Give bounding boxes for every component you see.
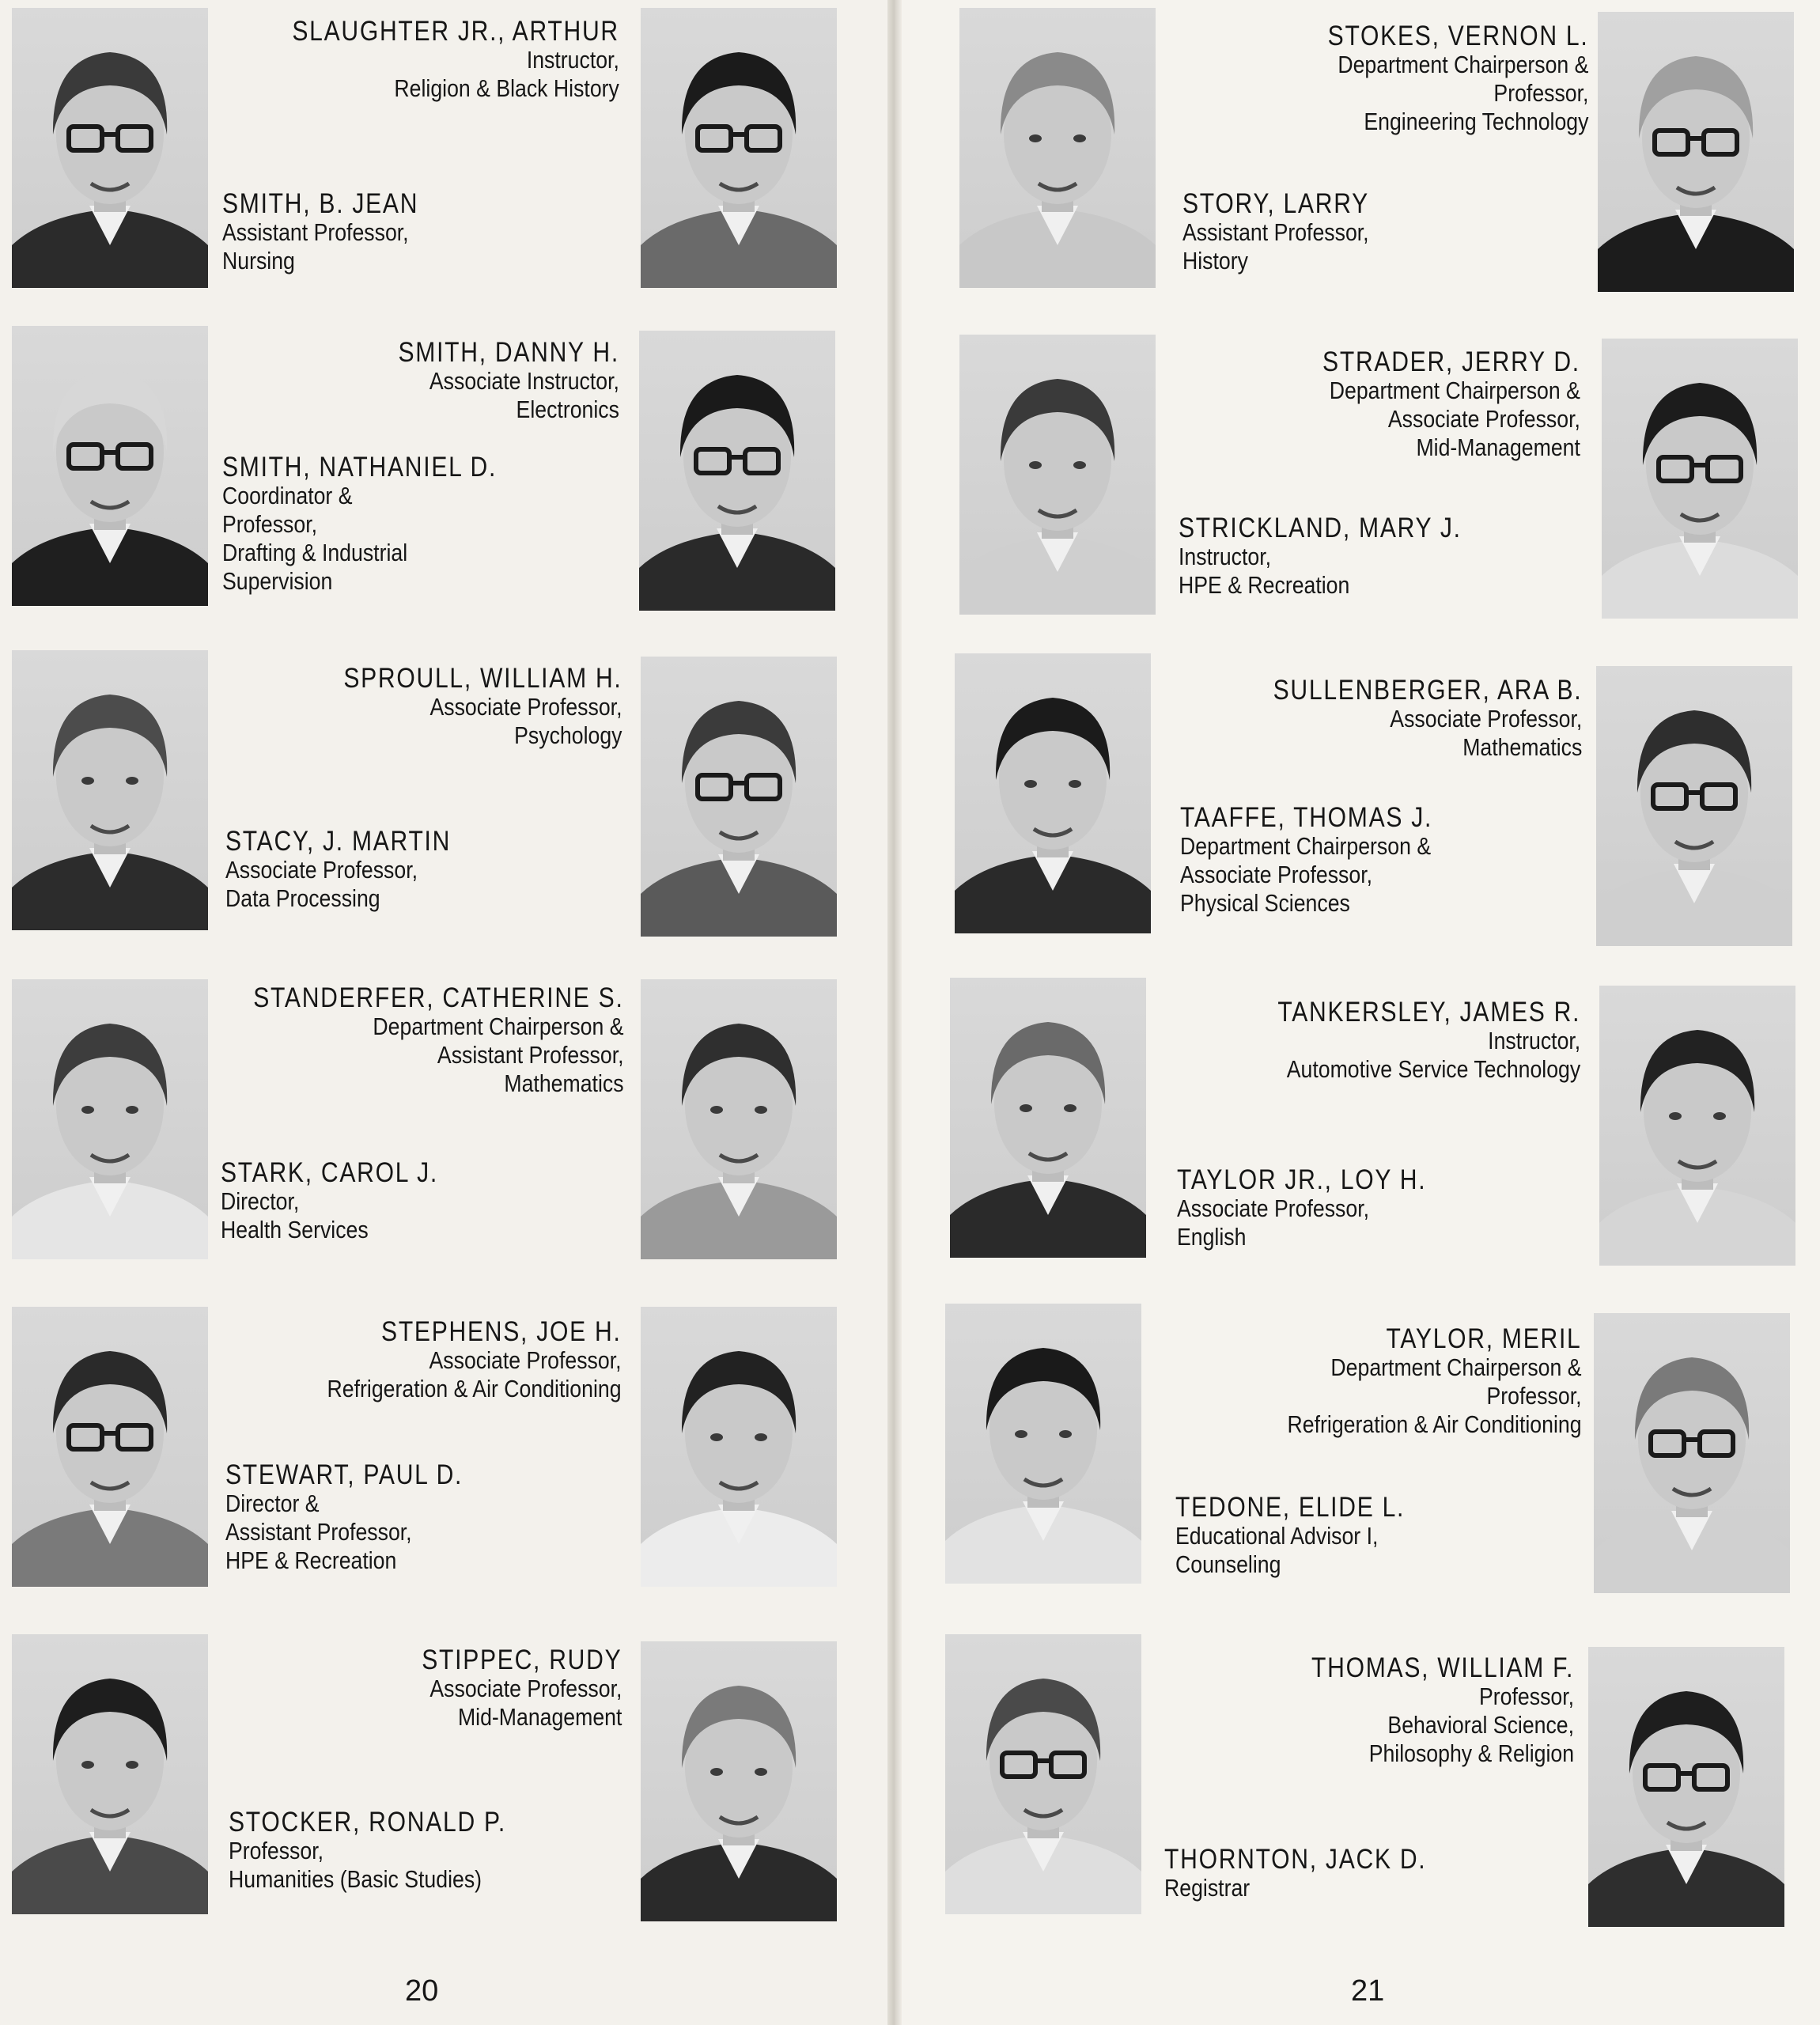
entry-name: SMITH, NATHANIEL D. <box>222 452 498 483</box>
portrait-image <box>641 979 837 1259</box>
portrait-image <box>12 1307 208 1587</box>
portrait-photo <box>12 650 208 930</box>
directory-entry <box>1288 1325 1582 1439</box>
entry-title-line: Mid-Management <box>457 1703 622 1731</box>
entry-title-line: Counseling <box>1175 1550 1281 1578</box>
entry-title-line: Physical Sciences <box>1180 889 1350 917</box>
portrait-image <box>641 1641 837 1921</box>
entry-title-line: Associate Professor, <box>429 1675 622 1702</box>
directory-entry <box>1179 514 1462 600</box>
entry-title-line: Associate Professor, <box>225 856 418 884</box>
directory-entry <box>399 339 619 424</box>
entry-title-line: Supervision <box>222 567 333 595</box>
entry-title-line: Assistant Professor, <box>225 1518 412 1546</box>
directory-entry <box>1175 1493 1405 1579</box>
entry-name: STRADER, JERRY D. <box>1322 346 1580 377</box>
entry-title-line: Associate Professor, <box>1387 405 1580 433</box>
entry-title-line: Associate Professor, <box>1180 861 1373 888</box>
entry-title-line: Humanities (Basic Studies) <box>229 1865 482 1893</box>
portrait-image <box>639 331 835 611</box>
portrait-photo <box>641 657 837 937</box>
entry-title-line: Mathematics <box>504 1069 624 1097</box>
entry-name: TEDONE, ELIDE L. <box>1175 1492 1406 1523</box>
portrait-image <box>1598 12 1794 292</box>
entry-title-line: Assistant Professor, <box>1182 218 1369 246</box>
entry-title-line: Refrigeration & Air Conditioning <box>1288 1410 1582 1438</box>
entry-title-line: Professor, <box>1478 1682 1574 1710</box>
directory-entry <box>225 827 451 913</box>
directory-entry <box>292 17 619 103</box>
portrait-photo <box>955 653 1151 933</box>
entry-title-line: Associate Professor, <box>1177 1194 1370 1222</box>
entry-title-line: Behavioral Science, <box>1387 1711 1574 1739</box>
entry-title-line: HPE & Recreation <box>225 1546 397 1574</box>
entry-name: TANKERSLEY, JAMES R. <box>1277 997 1580 1028</box>
directory-entry <box>1311 1654 1574 1768</box>
portrait-image <box>641 657 837 937</box>
directory-entry <box>1327 22 1588 136</box>
portrait-photo <box>1596 666 1792 946</box>
portrait-image <box>12 650 208 930</box>
entry-title-line: Instructor, <box>1179 543 1272 570</box>
entry-name: STOKES, VERNON L. <box>1327 21 1588 51</box>
portrait-image <box>12 326 208 606</box>
portrait-photo <box>641 8 837 288</box>
entry-title-line: Associate Professor, <box>429 1346 622 1374</box>
entry-title-line: Mid-Management <box>1416 433 1580 461</box>
portrait-photo <box>641 979 837 1259</box>
portrait-photo <box>950 978 1146 1258</box>
directory-entry <box>1273 676 1582 762</box>
portrait-image <box>641 8 837 288</box>
entry-title-line: Department Chairperson & <box>1330 1353 1582 1381</box>
entry-title-line: HPE & Recreation <box>1179 571 1350 599</box>
entry-title-line: Associate Professor, <box>429 693 622 721</box>
entry-title-line: Professor, <box>1486 1382 1582 1410</box>
portrait-photo <box>12 1634 208 1914</box>
portrait-image <box>12 1634 208 1914</box>
entry-title-line: Psychology <box>513 721 622 749</box>
directory-entry <box>254 984 624 1098</box>
directory-entry <box>225 1461 463 1575</box>
entry-title-line: Department Chairperson & <box>1180 832 1432 860</box>
entry-title-line: Department Chairperson & <box>373 1012 624 1040</box>
entry-title-line: Automotive Service Technology <box>1286 1055 1580 1083</box>
directory-entry <box>1182 190 1369 275</box>
entry-name: STRICKLAND, MARY J. <box>1179 513 1462 543</box>
entry-name: STACY, J. MARTIN <box>225 826 452 857</box>
entry-name: TAAFFE, THOMAS J. <box>1180 802 1433 833</box>
portrait-photo <box>1594 1313 1790 1593</box>
entry-title-line: Professor, <box>229 1837 324 1864</box>
portrait-photo <box>641 1307 837 1587</box>
portrait-image <box>641 1307 837 1587</box>
directory-entry <box>327 1318 622 1403</box>
entry-name: SPROULL, WILLIAM H. <box>342 663 622 694</box>
page-number: 20 <box>405 1974 439 2008</box>
portrait-image <box>1602 339 1798 619</box>
directory-entry <box>1180 804 1432 918</box>
entry-title-line: Assistant Professor, <box>222 218 409 246</box>
entry-title-line: Electronics <box>516 396 619 423</box>
portrait-photo <box>639 331 835 611</box>
portrait-image <box>950 978 1146 1258</box>
portrait-image <box>945 1634 1141 1914</box>
directory-entry <box>422 1646 622 1732</box>
entry-title-line: Drafting & Industrial <box>222 539 408 566</box>
entry-title-line: Associate Professor, <box>1389 705 1582 732</box>
portrait-photo <box>945 1304 1141 1584</box>
directory-entry <box>1277 998 1580 1084</box>
portrait-photo <box>1598 12 1794 292</box>
portrait-image <box>1594 1313 1790 1593</box>
portrait-image <box>959 8 1156 288</box>
portrait-image <box>12 979 208 1259</box>
book-gutter <box>887 0 902 2025</box>
entry-title-line: Coordinator & <box>222 482 353 509</box>
entry-name: STEWART, PAUL D. <box>225 1459 464 1490</box>
entry-name: THOMAS, WILLIAM F. <box>1311 1652 1574 1683</box>
entry-title-line: Engineering Technology <box>1363 108 1588 135</box>
entry-title-line: Mathematics <box>1462 733 1582 761</box>
entry-title-line: Religion & Black History <box>394 74 619 102</box>
portrait-image <box>959 335 1156 615</box>
entry-name: TAYLOR JR., LOY H. <box>1177 1164 1427 1195</box>
entry-title-line: Instructor, <box>1487 1027 1580 1054</box>
portrait-photo <box>945 1634 1141 1914</box>
entry-title-line: Instructor, <box>526 46 619 74</box>
directory-entry <box>1164 1845 1426 1902</box>
entry-name: THORNTON, JACK D. <box>1164 1844 1427 1875</box>
entry-title-line: Data Processing <box>225 884 380 912</box>
portrait-photo <box>959 8 1156 288</box>
entry-title-line: History <box>1182 247 1248 274</box>
entry-name: SMITH, B. JEAN <box>222 188 419 219</box>
portrait-photo <box>1602 339 1798 619</box>
portrait-photo <box>12 326 208 606</box>
entry-title-line: Registrar <box>1164 1874 1251 1902</box>
entry-title-line: Associate Instructor, <box>429 367 619 395</box>
entry-name: SULLENBERGER, ARA B. <box>1273 675 1582 706</box>
entry-name: STANDERFER, CATHERINE S. <box>253 982 624 1013</box>
directory-entry <box>222 190 418 275</box>
entry-title-line: Assistant Professor, <box>437 1041 624 1069</box>
directory-entry <box>1322 348 1580 462</box>
directory-entry <box>1177 1166 1426 1251</box>
entry-title-line: Refrigeration & Air Conditioning <box>327 1375 622 1402</box>
portrait-image <box>1599 986 1795 1266</box>
directory-entry <box>222 453 497 596</box>
entry-title-line: Director & <box>225 1489 320 1517</box>
entry-title-line: Department Chairperson & <box>1329 377 1580 404</box>
entry-title-line: English <box>1177 1223 1247 1251</box>
portrait-image <box>945 1304 1141 1584</box>
portrait-photo <box>1599 986 1795 1266</box>
entry-title-line: Professor, <box>1493 79 1588 107</box>
portrait-image <box>1596 666 1792 946</box>
entry-title-line: Educational Advisor I, <box>1175 1522 1379 1550</box>
entry-title-line: Philosophy & Religion <box>1368 1739 1574 1767</box>
portrait-image <box>12 8 208 288</box>
entry-title-line: Nursing <box>222 247 295 274</box>
entry-name: STOCKER, RONALD P. <box>229 1807 507 1838</box>
directory-entry <box>343 664 622 750</box>
entry-name: SLAUGHTER JR., ARTHUR <box>292 16 619 47</box>
entry-name: STORY, LARRY <box>1182 188 1369 219</box>
directory-entry <box>221 1159 438 1244</box>
portrait-photo <box>1588 1647 1784 1927</box>
entry-title-line: Department Chairperson & <box>1337 51 1588 78</box>
directory-entry <box>229 1808 506 1894</box>
entry-name: STIPPEC, RUDY <box>421 1645 622 1675</box>
entry-name: SMITH, DANNY H. <box>398 337 619 368</box>
entry-title-line: Director, <box>221 1187 300 1215</box>
portrait-image <box>1588 1647 1784 1927</box>
entry-title-line: Health Services <box>221 1216 369 1243</box>
portrait-photo <box>641 1641 837 1921</box>
entry-name: STEPHENS, JOE H. <box>381 1316 622 1347</box>
portrait-image <box>955 653 1151 933</box>
entry-name: STARK, CAROL J. <box>221 1157 439 1188</box>
portrait-photo <box>12 1307 208 1587</box>
portrait-photo <box>12 8 208 288</box>
page-number: 21 <box>1351 1974 1385 2008</box>
entry-title-line: Professor, <box>222 510 318 538</box>
portrait-photo <box>959 335 1156 615</box>
portrait-photo <box>12 979 208 1259</box>
entry-name: TAYLOR, MERIL <box>1386 1323 1582 1354</box>
